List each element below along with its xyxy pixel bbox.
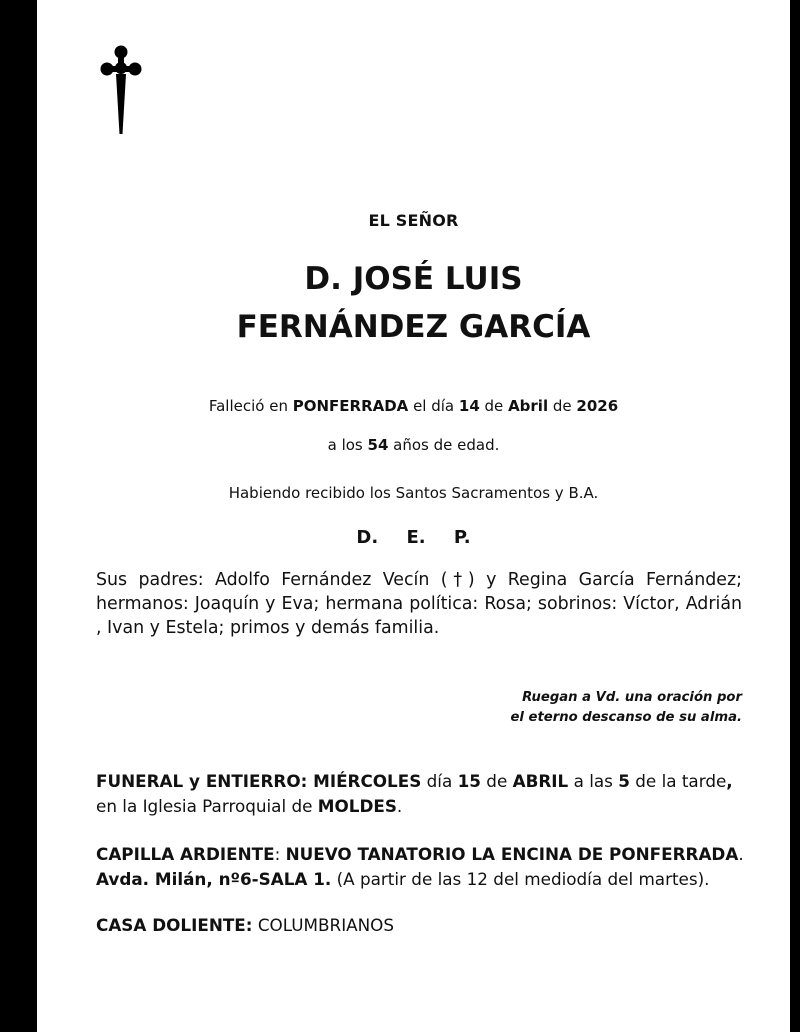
prayer-line-2: el eterno descanso de su alma. xyxy=(510,710,742,725)
death-day: 14 xyxy=(458,397,480,415)
capilla-colon: : xyxy=(274,844,286,864)
funeral-day: 15 xyxy=(457,771,481,791)
casa-label: CASA DOLIENTE: xyxy=(96,915,253,935)
cross-icon xyxy=(98,44,144,136)
day-prefix: el día xyxy=(408,397,459,415)
capilla-info xyxy=(96,842,756,892)
death-place: PONFERRADA xyxy=(292,397,409,415)
funeral-comma: , xyxy=(726,771,733,791)
prayer-text xyxy=(510,688,742,728)
age-suffix: años de edad. xyxy=(388,436,500,454)
left-border xyxy=(0,0,37,1032)
sacraments-line: Habiendo recibido los Santos Sacramentos y B.A. xyxy=(228,484,599,502)
age-prefix: a los xyxy=(327,436,368,454)
death-line xyxy=(37,397,790,415)
right-border xyxy=(790,0,800,1032)
funeral-month: ABRIL xyxy=(512,771,569,791)
funeral-text-4: de la tarde xyxy=(629,771,727,791)
name-line-2: FERNÁNDEZ GARCÍA xyxy=(236,309,591,345)
church-name: MOLDES xyxy=(317,796,397,816)
capilla-label: CAPILLA ARDIENTE xyxy=(96,844,275,864)
age-value: 54 xyxy=(367,436,389,454)
name-line-1: D. JOSÉ LUIS xyxy=(304,261,523,297)
of-2: de xyxy=(548,397,577,415)
capilla-dot: . xyxy=(738,844,744,864)
capilla-line-2 xyxy=(96,867,756,892)
casa-info xyxy=(96,913,756,938)
funeral-hour: 5 xyxy=(618,771,630,791)
death-prefix: Falleció en xyxy=(208,397,293,415)
dep-text: D. E. P. xyxy=(356,527,471,548)
funeral-text-2: de xyxy=(480,771,513,791)
capilla-place: NUEVO TANATORIO LA ENCINA DE PONFERRADA xyxy=(285,844,739,864)
prayer-line-1: Ruegan a Vd. una oración por xyxy=(522,690,742,705)
funeral-text-1: día xyxy=(421,771,458,791)
death-month: Abril xyxy=(508,397,549,415)
funeral-info xyxy=(96,769,756,819)
casa-value: COLUMBRIANOS xyxy=(252,915,395,935)
church-prefix: en la Iglesia Parroquial de xyxy=(96,796,318,816)
age-line xyxy=(37,436,790,454)
of-1: de xyxy=(479,397,509,415)
funeral-label: FUNERAL y ENTIERRO: MIÉRCOLES xyxy=(96,771,422,791)
family-paragraph: Sus padres: Adolfo Fernández Vecín (†) y Regina García Fernández; hermanos: Joaquín y Eva; hermana política: Rosa; sobrinos: Víctor, Adrián , Ivan y Estela; primos y demás familia. xyxy=(96,570,742,638)
capilla-line-1 xyxy=(96,842,756,867)
funeral-dot: . xyxy=(396,796,403,816)
funeral-line-1 xyxy=(96,769,756,794)
funeral-text-3: a las xyxy=(568,771,619,791)
death-year: 2026 xyxy=(576,397,619,415)
capilla-note: (A partir de las 12 del mediodía del martes). xyxy=(331,869,710,889)
capilla-address: Avda. Milán, nº6-SALA 1. xyxy=(96,869,332,889)
deceased-name xyxy=(37,255,790,351)
funeral-line-2 xyxy=(96,794,756,819)
title-label: EL SEÑOR xyxy=(368,211,459,230)
